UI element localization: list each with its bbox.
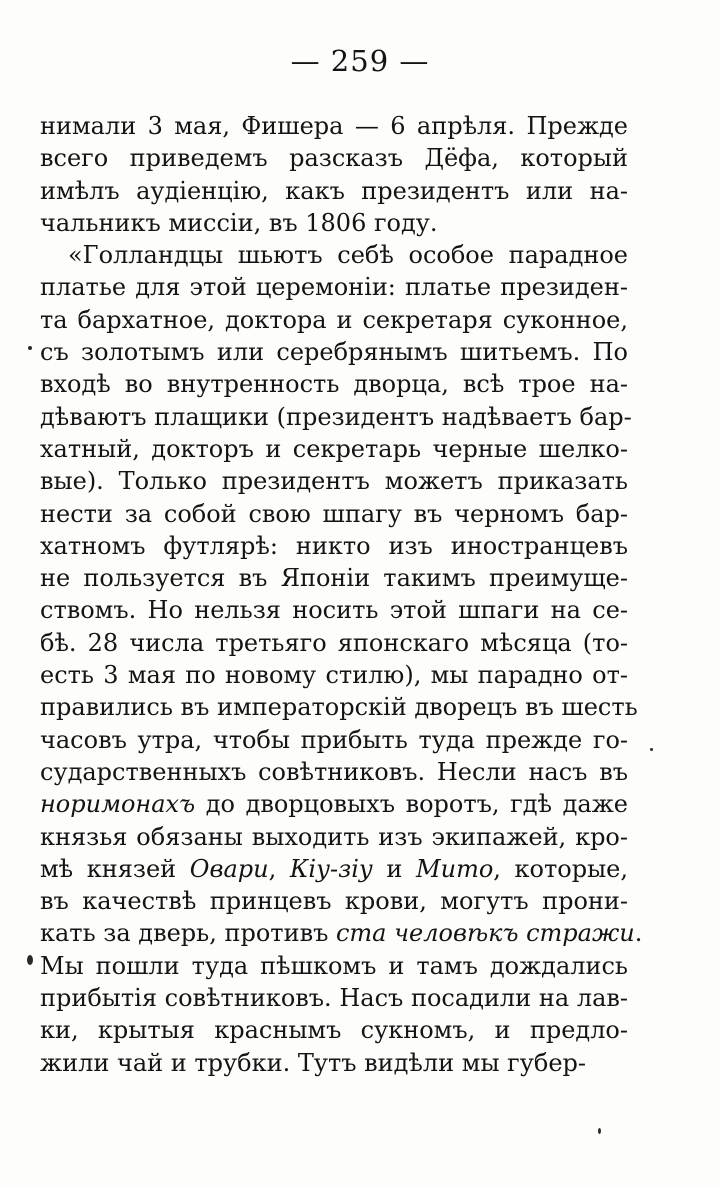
text-line: [40, 724, 628, 756]
text-line: [40, 1047, 628, 1079]
text-run: ,: [268, 854, 290, 883]
text-line: [40, 433, 628, 465]
text-line: [40, 239, 628, 271]
text-run: сударственныхъ совѣтниковъ. Несли насъ въ: [40, 757, 628, 786]
text-line: [40, 401, 632, 433]
text-line: [40, 691, 638, 723]
text-line: [40, 659, 628, 691]
text-run: правились въ императорскій дворецъ въ шесть: [40, 693, 638, 722]
text-run: жили чай и трубки. Тутъ видѣли мы губер-: [40, 1048, 586, 1077]
text-run: часовъ утра, чтобы прибыть туда прежде го-: [40, 725, 628, 754]
text-run: .: [634, 919, 643, 948]
text-line: [40, 885, 628, 917]
text-line: [40, 368, 628, 400]
text-run: «Голландцы шьютъ себѣ особое парадное: [68, 241, 628, 270]
text-line: [40, 788, 628, 820]
text-run: есть 3 мая по новому стилю), мы парадно от-: [40, 661, 628, 690]
body-text: [40, 110, 643, 1079]
text-run: бѣ. 28 числа третьяго японскаго мѣсяца (то-: [40, 628, 628, 657]
text-run: съ золотымъ или серебрянымъ шитьемъ. По: [40, 338, 628, 367]
text-run: кать за дверь, противъ: [40, 919, 336, 948]
text-run: ствомъ. Но нельзя носить этой шпаги на се-: [40, 596, 628, 625]
text-run: и: [372, 854, 417, 883]
text-run: та бархатное, доктора и секретаря суконное,: [40, 305, 628, 334]
italic-text: ста человѣкъ стражи: [335, 919, 635, 948]
text-run: вые). Только президентъ можетъ приказать: [40, 467, 628, 496]
text-run: всего приведемъ разсказъ Дёфа, который: [40, 144, 628, 173]
text-run: въ качествѣ принцевъ крови, могутъ прони-: [40, 887, 628, 916]
text-line: [40, 821, 628, 853]
italic-text: Мито: [416, 854, 494, 883]
text-run: князья обязаны выходить изъ экипажей, кро-: [40, 822, 628, 851]
text-run: хатномъ футлярѣ: никто изъ иностранцевъ: [40, 531, 628, 560]
paper-speck: [598, 1128, 601, 1134]
text-line: [40, 950, 628, 982]
text-run: мѣ князей: [40, 854, 190, 883]
text-line: [40, 982, 628, 1014]
text-line: [40, 853, 628, 885]
text-run: не пользуется въ Японіи такимъ преимуще-: [40, 564, 628, 593]
text-line: [40, 594, 628, 626]
text-line: [40, 465, 628, 497]
text-run: нимали 3 мая, Фишера — 6 апрѣля. Прежде: [40, 112, 628, 140]
text-line: [40, 1014, 628, 1046]
text-line: [40, 336, 628, 368]
paper-speck: [28, 346, 32, 350]
text-run: , которые,: [493, 854, 628, 883]
text-run: ки, крытыя краснымъ сукномъ, и предло-: [40, 1016, 628, 1045]
paper-speck: [27, 955, 33, 965]
text-run: чальникъ миссіи, въ 1806 году.: [40, 208, 438, 237]
text-run: Мы пошли туда пѣшкомъ и тамъ дождались: [40, 951, 628, 980]
text-line: [40, 756, 628, 788]
text-line: [40, 142, 628, 174]
text-run: до дворцовыхъ воротъ, гдѣ даже: [195, 790, 628, 819]
text-line: [40, 530, 628, 562]
text-run: платье для этой церемоніи: платье президен-: [40, 273, 628, 302]
italic-text: норимонахъ: [40, 790, 196, 819]
text-run: дѣваютъ плащики (президентъ надѣваетъ бар-: [40, 402, 632, 431]
text-line: [40, 917, 643, 949]
italic-text: Овари: [189, 854, 269, 883]
text-run: хатный, докторъ и секретарь черные шелко-: [40, 434, 628, 463]
page-number: — 259 —: [290, 44, 430, 78]
text-line: [40, 562, 628, 594]
text-line: [40, 110, 628, 142]
text-run: нести за собой свою шпагу въ черномъ бар-: [40, 499, 628, 528]
paper-speck: [650, 748, 653, 751]
text-line: [40, 498, 628, 530]
text-run: прибытія совѣтниковъ. Насъ посадили на лав-: [40, 984, 628, 1013]
text-line: [40, 304, 628, 336]
text-line: [40, 175, 628, 207]
text-line: [40, 271, 628, 303]
text-line: [40, 627, 628, 659]
text-line: [40, 207, 628, 239]
text-run: имѣлъ аудіенцію, какъ президентъ или на-: [40, 176, 628, 205]
italic-text: Кіу-зіу: [289, 854, 373, 883]
text-run: входѣ во внутренность дворца, всѣ трое на-: [40, 370, 628, 399]
